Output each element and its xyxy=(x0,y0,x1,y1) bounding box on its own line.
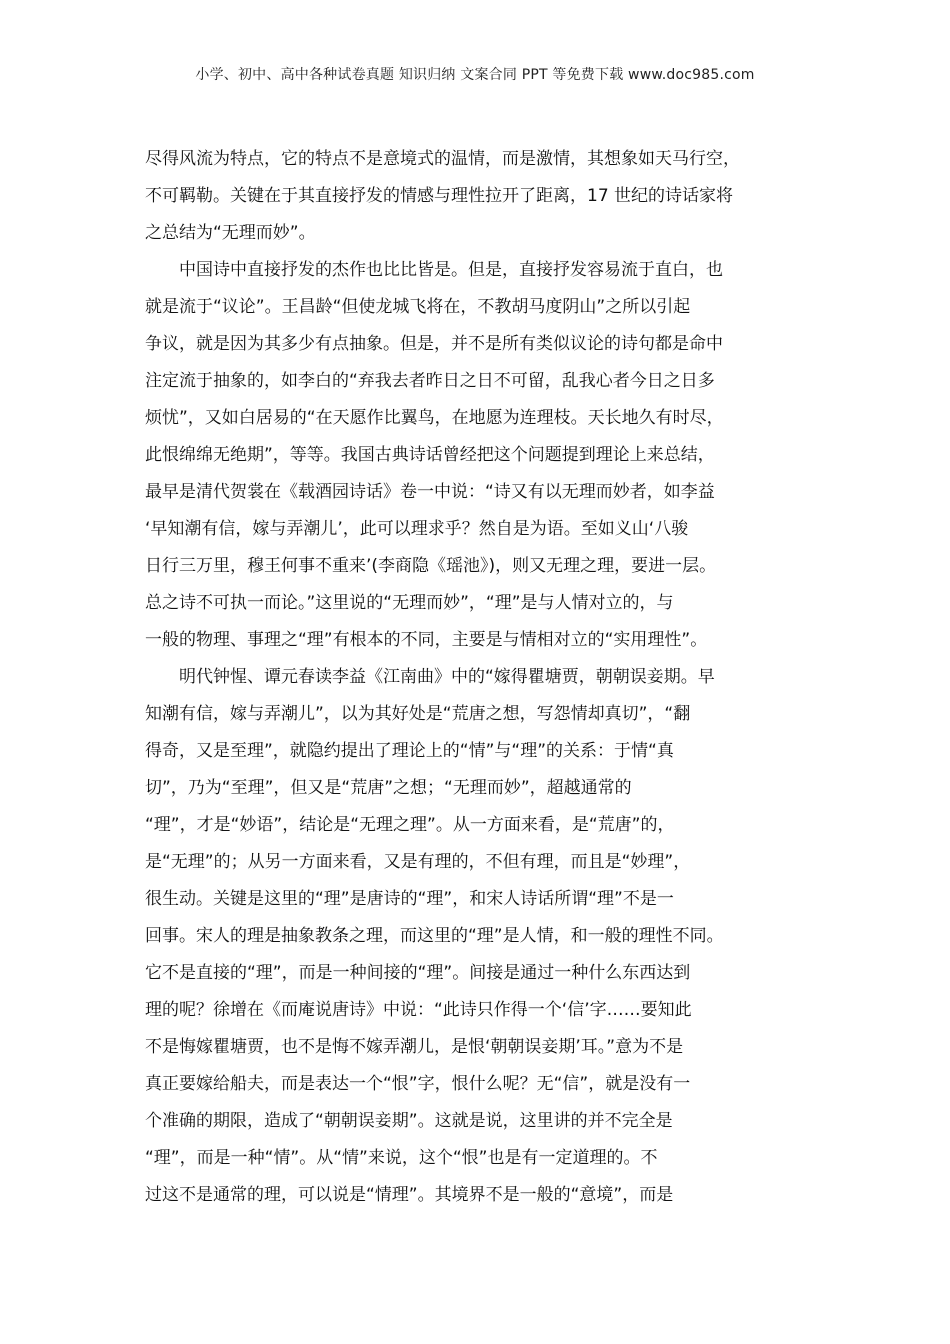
text-line: 注定流于抽象的，如李白的“弃我去者昨日之日不可留，乱我心者今日之日多 xyxy=(145,371,715,391)
text-line: ‘早知潮有信，嫁与弄潮儿’，此可以理求乎？然自是为语。至如义山‘八骏 xyxy=(145,519,689,539)
text-line: 回事。宋人的理是抽象教条之理，而这里的“理”是人情，和一般的理性不同。 xyxy=(145,926,724,946)
paragraph-start-line: 中国诗中直接抒发的杰作也比比皆是。但是，直接抒发容易流于直白，也 xyxy=(179,260,723,280)
paragraph-start-line: 明代钟惺、谭元春读李益《江南曲》中的“嫁得瞿塘贾，朝朝误妾期。早 xyxy=(179,667,715,687)
text-line: 过这不是通常的理，可以说是“情理”。其境界不是一般的“意境”，而是 xyxy=(145,1185,674,1205)
article-body xyxy=(145,141,825,1214)
text-line: 理的呢？徐增在《而庵说唐诗》中说：“此诗只作得一个‘信’字……要知此 xyxy=(145,1000,692,1020)
text-line: 是“无理”的；从另一方面来看，又是有理的，不但有理，而且是“妙理”， xyxy=(145,852,691,872)
text-line: 不可羁勒。关键在于其直接抒发的情感与理性拉开了距离，17 世纪的诗话家将 xyxy=(145,186,734,206)
text-line: 最早是清代贺裳在《载酒园诗话》卷一中说：“诗又有以无理而妙者，如李益 xyxy=(145,482,715,502)
text-line: 它不是直接的“理”，而是一种间接的“理”。间接是通过一种什么东西达到 xyxy=(145,963,691,983)
text-line: “理”，才是“妙语”，结论是“无理之理”。从一方面来看，是“荒唐”的， xyxy=(145,815,675,835)
text-line: “理”，而是一种“情”。从“情”来说，这个“恨”也是有一定道理的。不 xyxy=(145,1148,658,1168)
text-line: 日行三万里，穆王何事不重来’(李商隐《瑶池》)，则又无理之理，要进一层。 xyxy=(145,556,717,576)
text-line: 个准确的期限，造成了“朝朝误妾期”。这就是说，这里讲的并不完全是 xyxy=(145,1111,673,1131)
text-line: 此恨绵绵无绝期”，等等。我国古典诗话曾经把这个问题提到理论上来总结， xyxy=(145,445,715,465)
text-line: 一般的物理、事理之“理”有根本的不同，主要是与情相对立的“实用理性”。 xyxy=(145,630,708,650)
text-line: 争议，就是因为其多少有点抽象。但是，并不是所有类似议论的诗句都是命中 xyxy=(145,334,723,354)
text-line: 知潮有信，嫁与弄潮儿”，以为其好处是“荒唐之想，写怨情却真切”，“翻 xyxy=(145,704,691,724)
text-line: 之总结为“无理而妙”。 xyxy=(145,223,316,243)
text-line: 得奇，又是至理”，就隐约提出了理论上的“情”与“理”的关系：于情“真 xyxy=(145,741,674,761)
text-line: 真正要嫁给船夫，而是表达一个“恨”字，恨什么呢？无“信”，就是没有一 xyxy=(145,1074,691,1094)
text-line: 很生动。关键是这里的“理”是唐诗的“理”，和宋人诗话所谓“理”不是一 xyxy=(145,889,674,909)
text-line: 尽得风流为特点，它的特点不是意境式的温情，而是激情，其想象如天马行空， xyxy=(145,149,740,169)
text-line: 切”，乃为“至理”，但又是“荒唐”之想；“无理而妙”，超越通常的 xyxy=(145,778,632,798)
text-line: 烦忧”，又如白居易的“在天愿作比翼鸟，在地愿为连理枝。天长地久有时尽， xyxy=(145,408,724,428)
text-line: 不是悔嫁瞿塘贾，也不是悔不嫁弄潮儿，是恨‘朝朝误妾期’耳。”意为不是 xyxy=(145,1037,684,1057)
text-line: 总之诗不可执一而论。”这里说的“无理而妙”，“理”是与人情对立的，与 xyxy=(145,593,674,613)
text-line: 就是流于“议论”。王昌龄“但使龙城飞将在，不教胡马度阴山”之所以引起 xyxy=(145,297,691,317)
page-header: 小学、初中、高中各种试卷真题 知识归纳 文案合同 PPT 等免费下载 www.doc985.com xyxy=(195,67,755,83)
